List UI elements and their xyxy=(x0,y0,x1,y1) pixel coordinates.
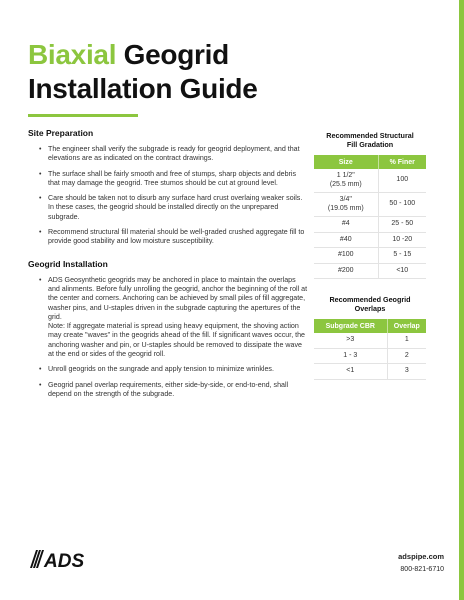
bullet-icon: • xyxy=(39,381,42,389)
table-row: <1 3 xyxy=(314,364,426,380)
geogrid-installation-heading: Geogrid Installation xyxy=(28,258,108,269)
fill-gradation-title: Recommended Structural Fill Gradation xyxy=(326,131,414,149)
table-row: #200 <10 xyxy=(314,263,426,279)
table-header-row xyxy=(314,155,426,169)
installation-note: Note: If aggregate material is spread using heavy equipment, the shoving action may create "waves" in the geogrids ahead of the fill. If significant waves occur, the anchoring washer and pin, or U-staples should be removed to dissipate the wave at the end or sides of the geogrid roll. xyxy=(48,322,305,359)
bullet-icon: • xyxy=(39,229,42,237)
instructions-column xyxy=(28,128,308,405)
bullet-icon: • xyxy=(39,195,42,203)
table-row: 1 1/2" (25.5 mm) 100 xyxy=(314,169,426,193)
list-item: • Unroll geogrids on the sungrade and apply tension to minimize wrinkles. xyxy=(39,365,274,374)
table-row: >3 1 xyxy=(314,333,426,348)
title-line2: Installation Guide xyxy=(28,73,258,104)
bullet-icon: • xyxy=(39,170,42,178)
phone-number: 800-821-6710 xyxy=(400,566,444,573)
column-header-overlap: Overlap xyxy=(387,319,426,333)
list-item: • Geogrid panel overlap requirements, either side-by-side, or end-to-end, shall depend on the strength of the subgrade. xyxy=(39,380,289,398)
table-row: 3/4" (19.05 mm) 50 - 100 xyxy=(314,193,426,217)
column-header-size: Size xyxy=(314,155,378,169)
list-item: • Care should be taken not to disurb any surface hard crust overlaing weaker soils. In these cases, the geogrid should be installed directly on the unprepared subgrade. xyxy=(39,194,303,221)
bullet-icon: • xyxy=(39,276,42,284)
table-row: 1 - 3 2 xyxy=(314,348,426,364)
title-line1-rest: Geogrid xyxy=(116,39,229,70)
column-header-finer: % Finer xyxy=(378,155,426,169)
bullet-icon: • xyxy=(39,366,42,374)
ads-logo-wordmark: ADS xyxy=(44,551,85,570)
bullet-icon: • xyxy=(39,146,42,153)
website-url: adspipe.com xyxy=(398,552,444,561)
table-row: #40 10 -20 xyxy=(314,232,426,248)
list-item: • The surface shall be fairly smooth and free of stumps, sharp objects and debris that may damage the geogrid. Tree stumos should be cut at ground level. xyxy=(39,169,297,187)
geogrid-overlaps-table xyxy=(314,319,426,380)
title-accent-word: Biaxial xyxy=(28,39,117,70)
tables-column xyxy=(314,131,426,380)
title-underline xyxy=(28,114,138,117)
fill-gradation-table xyxy=(314,155,426,279)
table-header-row xyxy=(314,319,426,333)
table-row: #100 5 - 15 xyxy=(314,248,426,264)
column-header-subgrade-cbr: Subgrade CBR xyxy=(314,319,387,333)
geogrid-overlaps-title: Recommended Geogrid Overlaps xyxy=(329,295,411,313)
list-item: • Recommend structural fill material should be well-graded crushed aggregate fill to provide good stability and low moisture susceptibility. xyxy=(39,228,305,246)
site-preparation-heading: Site Preparation xyxy=(28,128,94,138)
list-item: • The engineer shall verify the subgrade is ready for geogrid deployment, and that elevations are as indicated on the contract drawings. xyxy=(39,145,300,163)
table-row: #4 25 - 50 xyxy=(314,217,426,233)
page-title xyxy=(28,38,258,106)
ads-logo-icon xyxy=(30,548,90,570)
list-item: • ADS Geosynthetic geogrids may be anchored in place to maintain the overlaps and alinments. Before fully unrolling the geogrid, anchor the beginning of the roll at the center and corners. Anchoring can be achieved by small piles of fill aggregate, washer pins, and U-staples driven in the subgrade capturing the apertures of the grid. Note: If aggregate material is spread using heavy equipment, the shoving action may create "waves" in the geogrids ahead of the fill. If significant waves occur, the anchoring washer and pin, or U-staples should be removed to dissipate the wave at the end or sides of the geogrid roll. xyxy=(39,275,308,359)
accent-edge-bar xyxy=(459,0,464,600)
site-preparation-list xyxy=(28,145,308,247)
geogrid-installation-list xyxy=(28,276,308,400)
